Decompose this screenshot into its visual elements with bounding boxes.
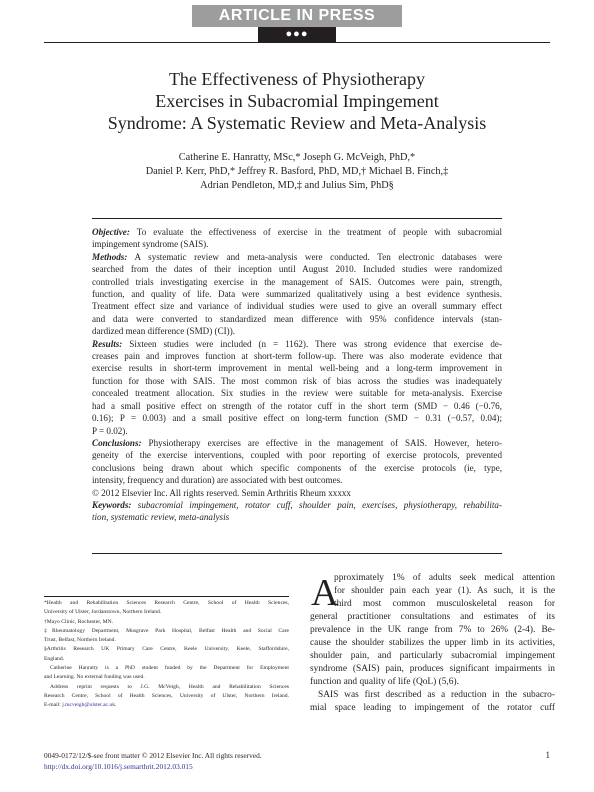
footnote-line: *Health and Rehabilitation Sciences Research Centre, School of Health Sciences, [44, 600, 289, 606]
abstract-line: Treatment effect size and variance of individual studies were used to give an overall summary effect [92, 301, 502, 312]
methods-label: Methods: [92, 251, 128, 262]
body-line: syndrome (SAIS) pain, produces significant impairments in [310, 664, 555, 674]
keywords-label: Keywords: [92, 499, 132, 510]
body-line: third most common musculoskeletal reason for [334, 599, 555, 609]
footnote-line: ‡Rheumatology Department, Musgrave Park Hospital, Belfast Health and Social Care [44, 627, 289, 634]
abstract-line: exercise results in short-term improvement in mental well-being and a long-term improvement in [92, 363, 502, 374]
abstract-line: 0.16); P = 0.003) and a small positive effect on long-term function (SMD − 0.31 (−0.57, 0.04); [92, 413, 502, 424]
author-list [60, 151, 534, 193]
footnote-line: §Arthritis Research UK Primary Care Centre, Keele University, Keele, Staffordshire, [44, 646, 289, 653]
keywords-line: tion, systematic review, meta-analysis [92, 512, 230, 523]
header-rule [44, 42, 550, 43]
abstract [92, 226, 502, 524]
abstract-line: dardized mean difference (SMD) (CI)). [92, 326, 235, 337]
title-line: Exercises in Subacromial Impingement [155, 91, 439, 111]
body-line: mial space leading to impingement of the rotator cuff [310, 703, 555, 713]
body-text [310, 572, 555, 715]
body-line: function and quality of life (QoL) (5,6). [310, 677, 459, 687]
abstract-line: concealed treatment allocation. Six studies in the review were suitable for meta-analysis. Exercise [92, 388, 502, 399]
footnote-line: University of Ulster, Jordanstown, Northern Ireland. [44, 609, 162, 616]
abstract-line: searched from the dates of their inception until August 2010. Included studies were randomized [92, 264, 502, 275]
author-line: Adrian Pendleton, MD,‡ and Julius Sim, PhD§ [200, 180, 394, 191]
abstract-line: function, and quality of life. Data were summarized qualitatively using a best evidence synthesis. [92, 289, 502, 300]
abstract-line: impingement syndrome (SAIS). [92, 239, 209, 250]
copyright-line: © 2012 Elsevier Inc. All rights reserved. Semin Arthritis Rheum xxxxx [92, 487, 351, 498]
body-line: SAIS was first described as a reduction in the subacro- [318, 690, 555, 700]
title-line: The Effectiveness of Physiotherapy [168, 69, 426, 89]
footnote-line: England. [44, 655, 65, 662]
keywords-line: Keywords: subacromial impingement, rotator cuff, shoulder pain, exercises, physiotherapy, rehabilita- [92, 499, 502, 510]
page-number: 1 [545, 750, 550, 760]
abstract-bottom-rule [92, 553, 502, 554]
author-line: Daniel P. Kerr, PhD,* Jeffrey R. Basford, PhD, MD,† Michael B. Finch,‡ [145, 166, 449, 177]
body-line: general practitioner consultations and estimates of its [310, 612, 555, 622]
abstract-line: geneity of the exercise interventions, coupled with poor reporting of exercise protocols, prevented [92, 450, 502, 461]
body-line: prevalence in the UK range from 7% to 26% (2-4). Be- [310, 625, 555, 635]
abstract-line: intensity, frequency and duration) are associated with best outcomes. [92, 475, 343, 486]
abstract-line: Objective: To evaluate the effectiveness of exercise in the treatment of people with subacromial [92, 227, 502, 237]
objective-label: Objective: [92, 227, 130, 237]
footnote-line: Catherine Hanratty is a PhD student funded by the Department for Employment [50, 665, 289, 672]
abstract-line: had a small positive effect on strength of the rotator cuff in the short term (SMD − 0.46 (−0.76, [92, 400, 502, 411]
dots-bar: ●●● [258, 27, 336, 42]
abstract-line: creases pain and improves function at short-term follow-up. There was also moderate evidence that [92, 351, 502, 362]
body-line: shoulder pain, and particularly subacromial impingement [310, 651, 555, 661]
abstract-line: Methods: A systematic review and meta-analysis were conducted. Ten electronic databases were [92, 251, 502, 262]
abstract-line: P = 0.02). [92, 425, 128, 436]
abstract-line: controlled trials investigating exercise in the management of SAIS. Outcomes were pain, strength, [92, 276, 502, 287]
body-line: for shoulder pain each year (1). As such, it is the [334, 586, 555, 596]
page-footer [44, 750, 550, 772]
footnote-line: Research Centre, School of Health Sciences, University of Ulster, Northern Ireland. [44, 692, 289, 699]
conclusions-label: Conclusions: [92, 437, 142, 448]
results-label: Results: [92, 338, 123, 349]
footnote-line: and Learning. No external funding was used. [44, 674, 145, 681]
footnote-line: Trust, Belfast, Northern Ireland. [44, 637, 116, 644]
footnotes [44, 599, 289, 711]
footnote-email-line: E-mail: j.mcveigh@ulster.ac.uk. [44, 702, 117, 709]
abstract-line: Results: Sixteen studies were included (n = 1162). There was strong evidence that exercise de- [92, 338, 502, 349]
body-line: pproximately 1% of adults seek medical attention [334, 573, 555, 583]
abstract-line: Conclusions: Physiotherapy exercises are effective in the management of SAIS. However, hetero- [92, 437, 502, 448]
title-line: Syndrome: A Systematic Review and Meta-Analysis [107, 113, 487, 133]
issn-line: 0049-0172/12/$-see front matter © 2012 Elsevier Inc. All rights reserved. [44, 751, 262, 760]
body-line: cause the shoulder stabilizes the upper limb in its activities, [310, 638, 555, 648]
email-link[interactable]: j.mcveigh@ulster.ac.uk [62, 702, 116, 709]
paper-title [60, 68, 534, 134]
article-in-press-banner: ARTICLE IN PRESS [192, 5, 402, 27]
drop-cap: A [311, 572, 339, 614]
footnote-rule [44, 596, 289, 597]
author-line: Catherine E. Hanratty, MSc,* Joseph G. McVeigh, PhD,* [178, 152, 416, 163]
doi-link[interactable]: http://dx.doi.org/10.1016/j.semarthrit.2012.03.015 [44, 762, 193, 771]
abstract-line: function for those with SAIS. The most common risk of bias across the studies was inadequately [92, 375, 502, 386]
footnote-line: †Mayo Clinic, Rochester, MN. [44, 618, 114, 625]
abstract-top-rule [92, 218, 502, 219]
abstract-line: and data were converted to standardized mean difference with 95% confidence intervals (stan- [92, 313, 502, 324]
footnote-line: Address reprint requests to J.G. McVeigh, Health and Rehabilitation Sciences [50, 683, 289, 690]
abstract-line: conclusions being drawn about which specific components of the exercise protocols (ie, type, [92, 462, 502, 473]
